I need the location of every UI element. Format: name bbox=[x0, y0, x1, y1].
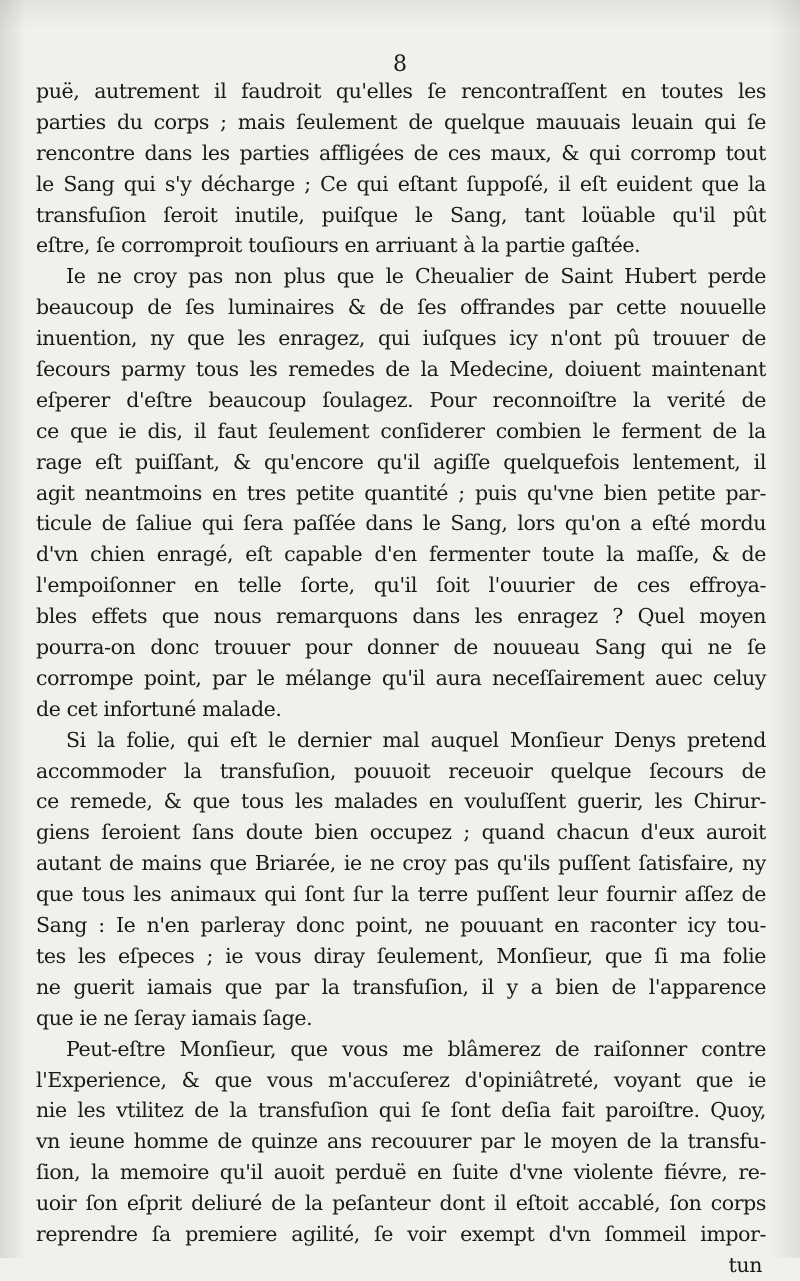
text-line: tes les eſpeces ; ie vous diray ſeulement, Monſieur, que ſi ma folie bbox=[36, 943, 766, 968]
text-line: ne guerit iamais que par la transfuſion, il y a bien de l'apparence bbox=[36, 974, 766, 999]
text-line: accommoder la transfuſion, pouuoit receuoir quelque ſecours de bbox=[36, 758, 766, 783]
text-line: rage eſt puiſſant, & qu'encore qu'il agiſſe quelquefois lentement, il bbox=[36, 449, 766, 474]
text-line: transfuſion ſeroit inutile, puiſque le Sang, tant loüable qu'il pût bbox=[36, 202, 766, 227]
text-line: ſecours parmy tous les remedes de la Medecine, doiuent maintenant bbox=[36, 357, 766, 382]
paragraph bbox=[36, 1034, 766, 1250]
text-line: l'Experience, & que vous m'accuſerez d'opiniâtreté, voyant que ie bbox=[36, 1067, 766, 1092]
text-line: ce remede, & que tous les malades en vouluſſent guerir, les Chirur- bbox=[36, 789, 766, 814]
text-line: agit neantmoins en tres petite quantité ; puis qu'vne bien petite par- bbox=[36, 480, 766, 505]
paragraph bbox=[36, 261, 766, 724]
text-line: bles effets que nous remarquons dans les enragez ? Quel moyen bbox=[36, 604, 766, 629]
text-line: puë, autrement il faudroit qu'elles ſe rencontraſſent en toutes les bbox=[36, 79, 766, 103]
catchword: tun bbox=[728, 1252, 762, 1277]
text-line: eſtre, ſe corromproit touſiours en arriuant à la partie gaſtée. bbox=[36, 233, 641, 258]
text-line: ſion, la memoire qu'il auoit perduë en ſuite d'vne violente fiévre, re- bbox=[36, 1160, 766, 1185]
text-line: giens ſeroient ſans doute bien occupez ; quand chacun d'eux auroit bbox=[36, 820, 766, 845]
text-line: rencontre dans les parties affligées de ces maux, & qui corromp tout bbox=[36, 140, 766, 165]
text-line: l'empoiſonner en telle ſorte, qu'il ſoit l'ouurier de ces effroya- bbox=[36, 573, 766, 598]
page-text bbox=[36, 76, 766, 1281]
text-line: ticule de ſaliue qui ſera paſſée dans le Sang, lors qu'on a eſté mordu bbox=[36, 511, 766, 536]
text-line: Sang : Ie n'en parleray donc point, ne pouuant en raconter icy tou- bbox=[36, 913, 766, 938]
text-line: nie les vtilitez de la transfuſion qui ſe ſont deſia fait paroiſtre. Quoy, bbox=[36, 1098, 766, 1123]
text-line: le Sang qui s'y décharge ; Ce qui eſtant ſuppoſé, il eſt euident que la bbox=[36, 171, 766, 196]
text-line: d'vn chien enragé, eſt capable d'en fermenter toute la maſſe, & de bbox=[36, 542, 766, 567]
text-line: vn ieune homme de quinze ans recouurer par le moyen de la transfu- bbox=[36, 1129, 766, 1154]
text-line: uoir ſon eſprit deliuré de la peſanteur dont il eſtoit accablé, ſon corps bbox=[36, 1191, 766, 1216]
text-line: autant de mains que Briarée, ie ne croy pas qu'ils puſſent ſatisfaire, ny bbox=[36, 851, 766, 876]
text-line: inuention, ny que les enragez, qui iuſques icy n'ont pû trouuer de bbox=[36, 326, 766, 351]
text-line: reprendre ſa premiere agilité, ſe voir exempt d'vn ſommeil impor- bbox=[36, 1221, 766, 1246]
text-line: de cet infortuné malade. bbox=[36, 696, 282, 721]
text-line: que tous les animaux qui ſont ſur la terre puſſent leur fournir aſſez de bbox=[36, 882, 766, 907]
text-line: Peut-eſtre Monſieur, que vous me blâmerez de raiſonner contre bbox=[66, 1036, 766, 1061]
paragraph bbox=[36, 725, 766, 1034]
text-line: parties du corps ; mais ſeulement de quelque mauuais leuain qui ſe bbox=[36, 109, 766, 134]
text-line: ce que ie dis, il faut ſeulement conſiderer combien le ferment de la bbox=[36, 418, 766, 443]
text-line: corrompe point, par le mélange qu'il aura neceſſairement auec celuy bbox=[36, 665, 766, 690]
text-line: beaucoup de ſes luminaires & de ſes offrandes par cette nouuelle bbox=[36, 295, 766, 320]
text-line: que ie ne ſeray iamais ſage. bbox=[36, 1005, 313, 1030]
text-line: pourra-on donc trouuer pour donner de nouueau Sang qui ne ſe bbox=[36, 635, 766, 660]
text-line: Ie ne croy pas non plus que le Cheualier de Saint Hubert perde bbox=[66, 264, 766, 289]
text-line: eſperer d'eſtre beaucoup ſoulagez. Pour reconnoiſtre la verité de bbox=[36, 387, 766, 412]
text-line: Si la folie, qui eſt le dernier mal auquel Monſieur Denys pretend bbox=[66, 727, 766, 752]
page-number: 8 bbox=[393, 52, 407, 77]
paragraph bbox=[36, 76, 766, 261]
